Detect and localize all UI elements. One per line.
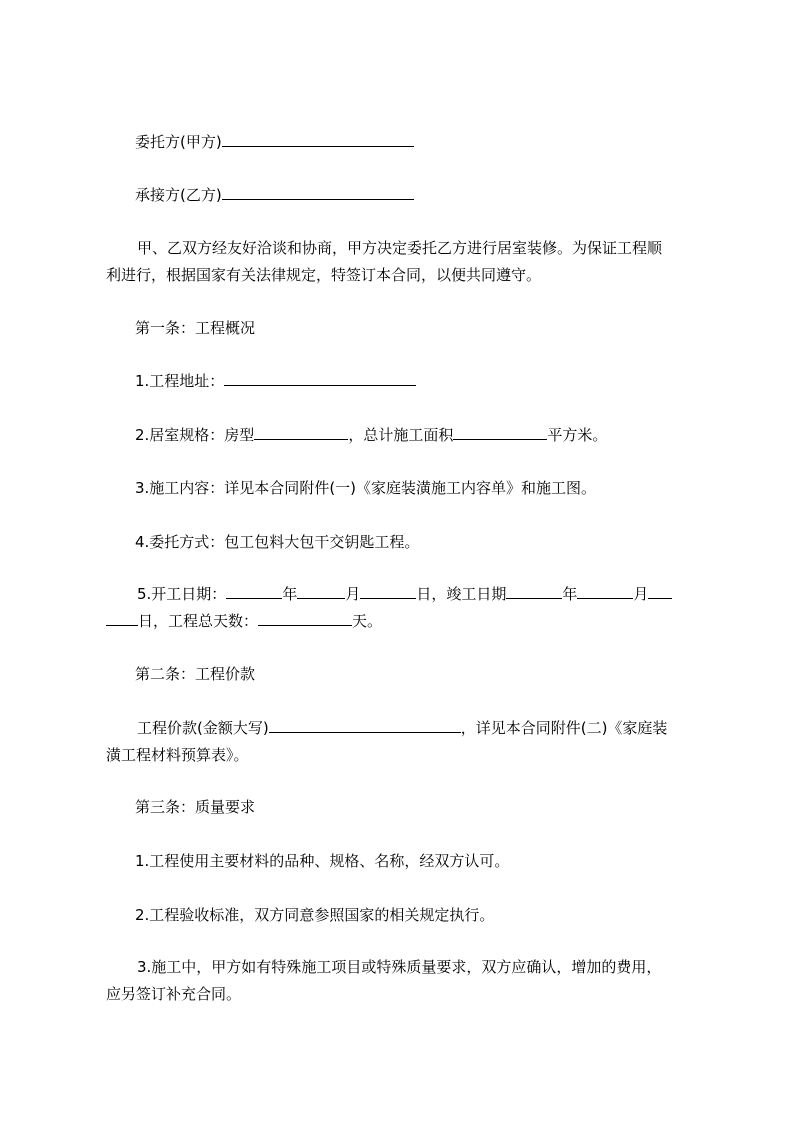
item-1-label: 1.工程地址： (135, 372, 225, 390)
item-5-days: 天。 (352, 612, 383, 630)
price-line-2: 潢工程材料预算表》。 (106, 746, 249, 764)
end-day-blank-start (648, 584, 672, 599)
item-3: 3.施工内容：详见本合同附件(一)《家庭装潢施工内容单》和施工图。 (135, 479, 597, 497)
intro-line-1: 甲、乙双方经友好洽谈和协商，甲方决定委托乙方进行居室装修。为保证工程顺 (137, 239, 663, 257)
item-5-a: 5.开工日期： (137, 585, 227, 603)
item-2-c: 平方米。 (547, 426, 608, 444)
address-blank (224, 371, 416, 386)
item-5-year1: 年 (282, 585, 298, 603)
start-month-blank (297, 584, 345, 599)
start-year-blank (226, 584, 282, 599)
item-2-a: 2.居室规格：房型 (135, 426, 255, 444)
item-2-line (135, 425, 607, 445)
item-1-line (135, 371, 416, 391)
item-5-day1: 日，竣工日期 (416, 585, 507, 603)
end-year-blank (506, 584, 562, 599)
price-a: 工程价款(金额大写) (137, 719, 269, 737)
item-5-line-1 (137, 584, 672, 604)
item-5-day2: 日，工程总天数： (138, 612, 259, 630)
end-day-blank-end (106, 611, 138, 626)
quality-item-3-line-2: 应另签订补充合同。 (106, 985, 242, 1003)
end-month-blank (577, 584, 633, 599)
party-a-line (135, 132, 414, 152)
price-b: ，详见本合同附件(二)《家庭装 (460, 719, 668, 737)
intro-line-2: 利进行，根据国家有关法律规定，特签订本合同，以便共同遵守。 (106, 266, 542, 284)
price-line-1 (137, 718, 667, 738)
party-b-line (135, 185, 414, 205)
article-2-title: 第二条：工程价款 (135, 665, 256, 683)
party-a-blank (222, 132, 414, 147)
total-days-blank (258, 611, 352, 626)
area-blank (453, 425, 547, 440)
quality-item-2: 2.工程验收标准，双方同意参照国家的相关规定执行。 (135, 906, 495, 924)
article-3-title: 第三条：质量要求 (135, 798, 256, 816)
quality-item-3-line-1: 3.施工中，甲方如有特殊施工项目或特殊质量要求，双方应确认，增加的费用， (137, 958, 662, 976)
article-1-title: 第一条：工程概况 (135, 319, 256, 337)
price-blank (269, 718, 461, 733)
item-4: 4.委托方式：包工包料大包干交钥匙工程。 (135, 533, 420, 551)
item-5-month1: 月 (345, 585, 361, 603)
party-b-label: 承接方(乙方) (135, 186, 222, 204)
item-5-line-2 (106, 611, 382, 631)
start-day-blank (360, 584, 416, 599)
item-2-b: ，总计施工面积 (348, 426, 454, 444)
item-5-month2: 月 (633, 585, 649, 603)
party-a-label: 委托方(甲方) (135, 133, 222, 151)
room-type-blank (254, 425, 348, 440)
item-5-year2: 年 (562, 585, 578, 603)
quality-item-1: 1.工程使用主要材料的品种、规格、名称，经双方认可。 (135, 852, 510, 870)
party-b-blank (222, 185, 414, 200)
